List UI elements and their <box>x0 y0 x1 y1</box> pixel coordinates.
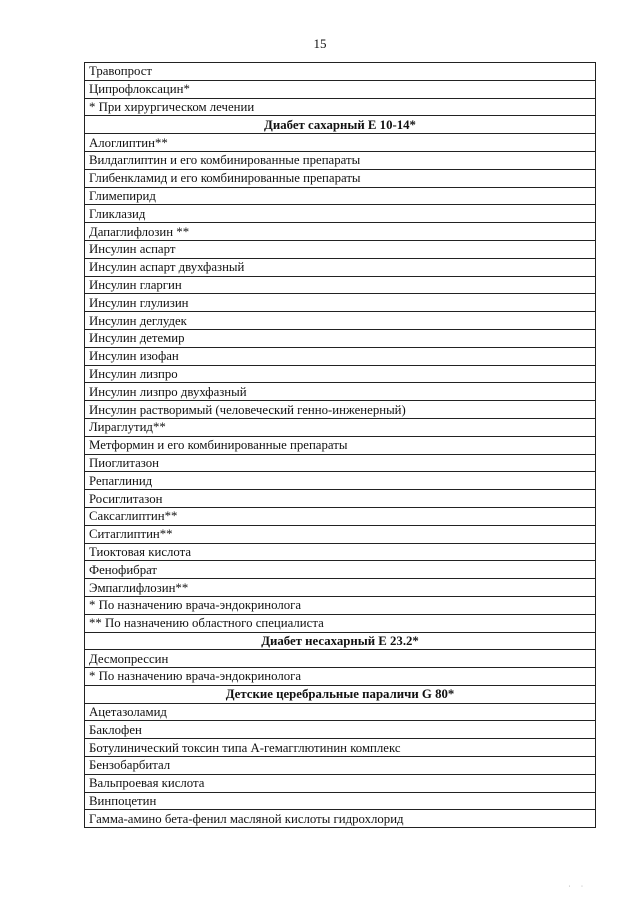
table-row <box>85 169 596 187</box>
drug-name: Ботулинический токсин типа А-гемагглютинин комплекс <box>85 739 596 757</box>
note-row <box>85 596 596 614</box>
footnote-text: ** По назначению областного специалиста <box>85 614 596 632</box>
table-row <box>85 721 596 739</box>
drug-name: Ципрофлоксацин* <box>85 80 596 98</box>
drug-name: Инсулин деглудек <box>85 312 596 330</box>
table-row <box>85 80 596 98</box>
section-header-row <box>85 116 596 134</box>
table-row <box>85 561 596 579</box>
drug-name: Репаглинид <box>85 472 596 490</box>
table-row <box>85 418 596 436</box>
drug-name: Тиоктовая кислота <box>85 543 596 561</box>
drug-name: Глимепирид <box>85 187 596 205</box>
table-row <box>85 739 596 757</box>
drug-list-table <box>84 62 596 828</box>
table-row <box>85 401 596 419</box>
drug-name: Инсулин лизпро двухфазный <box>85 383 596 401</box>
table-row <box>85 792 596 810</box>
table-row <box>85 436 596 454</box>
drug-name: Баклофен <box>85 721 596 739</box>
note-row <box>85 668 596 686</box>
drug-name: Ацетазоламид <box>85 703 596 721</box>
table-row <box>85 383 596 401</box>
footnote-text: * При хирургическом лечении <box>85 98 596 116</box>
table-row <box>85 543 596 561</box>
drug-name: Винпоцетин <box>85 792 596 810</box>
table-row <box>85 454 596 472</box>
section-title: Диабет несахарный Е 23.2* <box>85 632 596 650</box>
drug-name: Дапаглифлозин ** <box>85 223 596 241</box>
drug-name: Вилдаглиптин и его комбинированные препараты <box>85 151 596 169</box>
table-row <box>85 472 596 490</box>
drug-name: Ситаглиптин** <box>85 525 596 543</box>
table-row <box>85 525 596 543</box>
table-row <box>85 757 596 775</box>
section-header-row <box>85 685 596 703</box>
drug-name: Инсулин изофан <box>85 347 596 365</box>
table-row <box>85 240 596 258</box>
section-title: Детские церебральные параличи G 80* <box>85 685 596 703</box>
section-title: Диабет сахарный Е 10-14* <box>85 116 596 134</box>
drug-name: Инсулин гларгин <box>85 276 596 294</box>
drug-name: Лираглутид** <box>85 418 596 436</box>
note-row <box>85 98 596 116</box>
table-row <box>85 774 596 792</box>
table-row <box>85 703 596 721</box>
drug-name: Травопрост <box>85 63 596 81</box>
drug-name: Инсулин аспарт <box>85 240 596 258</box>
drug-name: Глибенкламид и его комбинированные препараты <box>85 169 596 187</box>
table-row <box>85 258 596 276</box>
drug-name: Метформин и его комбинированные препараты <box>85 436 596 454</box>
table-row <box>85 223 596 241</box>
drug-name: Гликлазид <box>85 205 596 223</box>
note-row <box>85 614 596 632</box>
section-header-row <box>85 632 596 650</box>
table-row <box>85 187 596 205</box>
table-row <box>85 63 596 81</box>
footnote-text: * По назначению врача-эндокринолога <box>85 596 596 614</box>
drug-name: Алоглиптин** <box>85 134 596 152</box>
drug-name: Инсулин лизпро <box>85 365 596 383</box>
table-row <box>85 810 596 828</box>
table-row <box>85 650 596 668</box>
drug-name: Инсулин глулизин <box>85 294 596 312</box>
table-row <box>85 134 596 152</box>
drug-name: Фенофибрат <box>85 561 596 579</box>
table-row <box>85 205 596 223</box>
table-row <box>85 365 596 383</box>
drug-name: Пиоглитазон <box>85 454 596 472</box>
drug-name: Саксаглиптин** <box>85 507 596 525</box>
table-row <box>85 294 596 312</box>
drug-name: Инсулин растворимый (человеческий генно-инженерный) <box>85 401 596 419</box>
table-row <box>85 312 596 330</box>
table-row <box>85 276 596 294</box>
table-row <box>85 490 596 508</box>
page-number: 15 <box>313 36 327 51</box>
table-row <box>85 507 596 525</box>
drug-name: Гамма-амино бета-фенил масляной кислоты гидрохлорид <box>85 810 596 828</box>
table-row <box>85 347 596 365</box>
drug-name: Вальпроевая кислота <box>85 774 596 792</box>
table-row <box>85 151 596 169</box>
drug-name: Бензобарбитал <box>85 757 596 775</box>
drug-name: Росиглитазон <box>85 490 596 508</box>
drug-name: Десмопрессин <box>85 650 596 668</box>
table-row <box>85 579 596 597</box>
table-row <box>85 329 596 347</box>
drug-list-body <box>85 63 596 828</box>
footnote-text: * По назначению врача-эндокринолога <box>85 668 596 686</box>
drug-name: Инсулин детемир <box>85 329 596 347</box>
scan-artifact: ˙ ˙ <box>568 884 588 893</box>
drug-name: Эмпаглифлозин** <box>85 579 596 597</box>
drug-name: Инсулин аспарт двухфазный <box>85 258 596 276</box>
